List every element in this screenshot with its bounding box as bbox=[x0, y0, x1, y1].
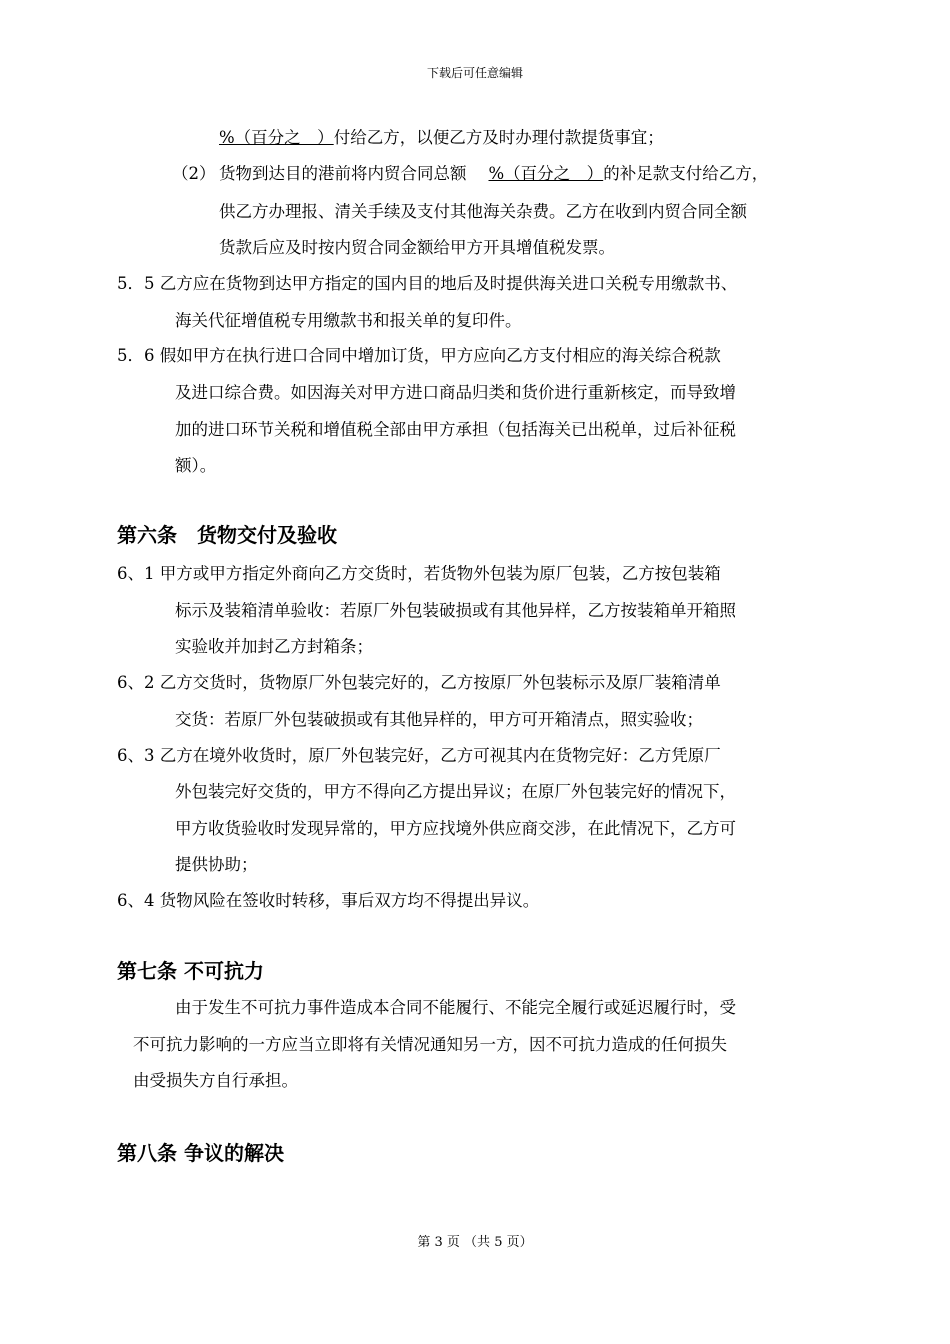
section-6-3-line4: 提供协助； bbox=[175, 855, 258, 874]
page-header: 下载后可任意编辑 bbox=[426, 66, 523, 80]
clause8-heading: 第八条 争议的解决 bbox=[117, 1141, 284, 1165]
item2-line1 bbox=[219, 163, 768, 185]
item2-number: （2） bbox=[172, 164, 216, 183]
section-6-1-line1: 6、1 甲方或甲方指定外商向乙方交货时，若货物外包装为原厂包装，乙方按包装箱 bbox=[117, 564, 721, 583]
clause7-heading: 第七条 不可抗力 bbox=[117, 959, 264, 983]
section-5-5-line2: 海关代征增值税专用缴款书和报关单的复印件。 bbox=[175, 311, 522, 330]
percent-blank: %（百分之 ） bbox=[219, 128, 334, 147]
item2-line3: 货款后应及时按内贸合同金额给甲方开具增值税发票。 bbox=[219, 238, 615, 257]
section-6-3-line3: 甲方收货验收时发现异常的，甲方应找境外供应商交涉，在此情况下，乙方可 bbox=[175, 819, 736, 838]
section-6-1-line3: 实验收并加封乙方封箱条； bbox=[175, 637, 373, 656]
section-5-6-line2: 及进口综合费。如因海关对甲方进口商品归类和货价进行重新核定，而导致增 bbox=[175, 383, 736, 402]
text: 货物到达目的港前将内贸合同总额 bbox=[219, 164, 467, 183]
section-5-6-line3: 加的进口环节关税和增值税全部由甲方承担（包括海关已出税单，过后补征税 bbox=[175, 420, 736, 439]
text: 的补足款支付给乙方， bbox=[603, 164, 769, 183]
section-6-2-line2: 交货：若原厂外包装破损或有其他异样的，甲方可开箱清点，照实验收； bbox=[175, 710, 703, 729]
section-5-6-line1: 5．6 假如甲方在执行进口合同中增加订货，甲方应向乙方支付相应的海关综合税款 bbox=[117, 346, 721, 365]
section-6-3-line1: 6、3 乙方在境外收货时，原厂外包装完好，乙方可视其内在货物完好：乙方凭原厂 bbox=[117, 746, 721, 765]
clause5-line1 bbox=[219, 127, 664, 149]
section-6-4-line1: 6、4 货物风险在签收时转移，事后双方均不得提出异议。 bbox=[117, 891, 540, 910]
section-5-5-line1: 5．5 乙方应在货物到达甲方指定的国内目的地后及时提供海关进口关税专用缴款书、 bbox=[117, 274, 738, 293]
clause7-line3: 由受损失方自行承担。 bbox=[133, 1071, 298, 1090]
section-6-3-line2: 外包装完好交货的，甲方不得向乙方提出异议；在原厂外包装完好的情况下， bbox=[175, 782, 736, 801]
text: 付给乙方，以便乙方及时办理付款提货事宜； bbox=[333, 128, 664, 147]
percent-blank: %（百分之 ） bbox=[488, 164, 604, 183]
clause7-line2: 不可抗力影响的一方应当立即将有关情况通知另一方，因不可抗力造成的任何损失 bbox=[133, 1035, 727, 1054]
clause6-heading: 第六条 货物交付及验收 bbox=[117, 523, 337, 547]
section-6-2-line1: 6、2 乙方交货时，货物原厂外包装完好的，乙方按原厂外包装标示及原厂装箱清单 bbox=[117, 673, 721, 692]
clause7-line1: 由于发生不可抗力事件造成本合同不能履行、不能完全履行或延迟履行时，受 bbox=[175, 998, 736, 1017]
page-footer: 第 3 页 （共 5 页） bbox=[417, 1235, 533, 1250]
section-6-1-line2: 标示及装箱清单验收：若原厂外包装破损或有其他异样，乙方按装箱单开箱照 bbox=[175, 601, 736, 620]
item2-line2: 供乙方办理报、清关手续及支付其他海关杂费。乙方在收到内贸合同全额 bbox=[219, 202, 747, 221]
section-5-6-line4: 额）。 bbox=[175, 456, 217, 475]
